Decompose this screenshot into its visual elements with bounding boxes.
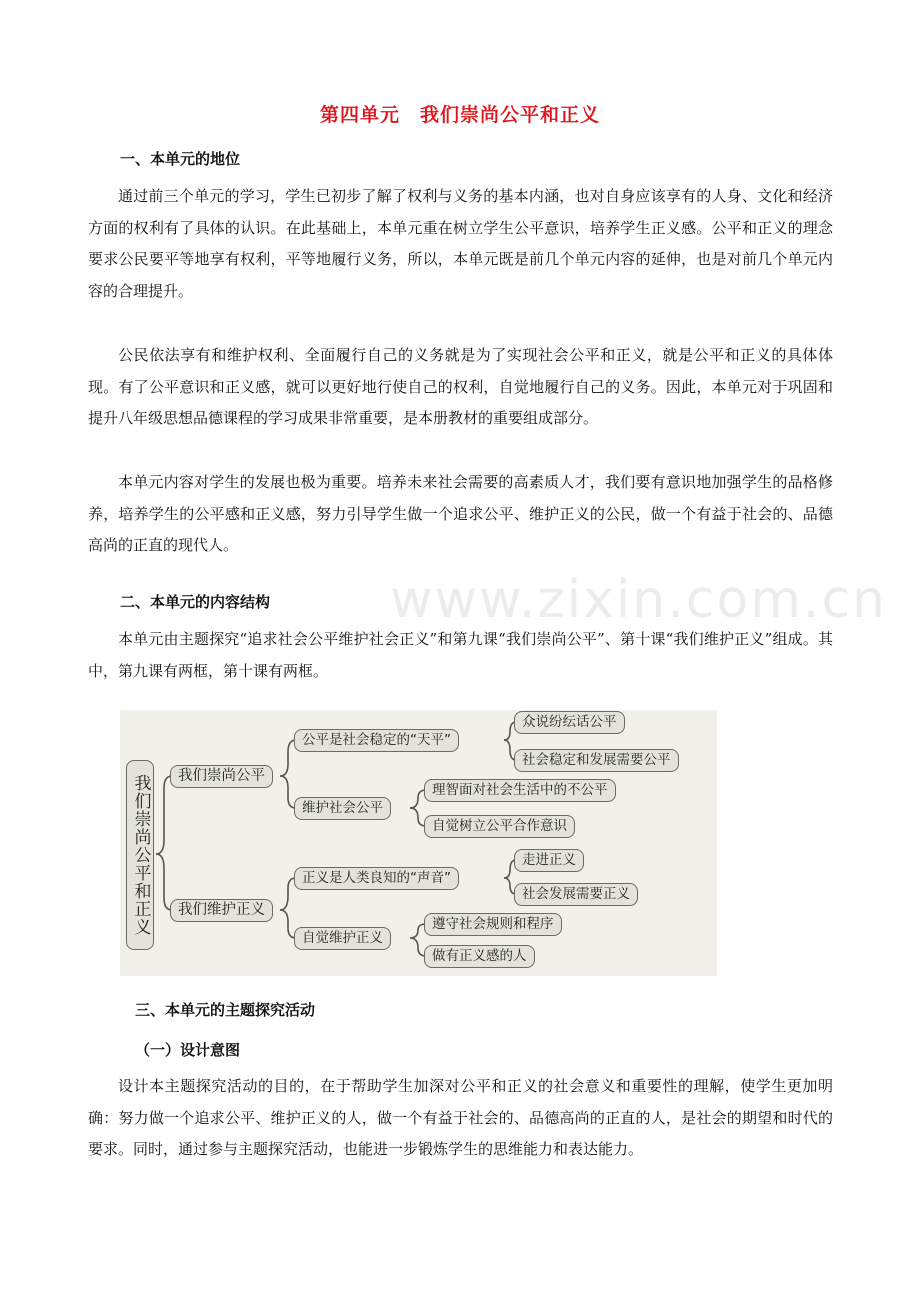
page-title: 第四单元 我们崇尚公平和正义	[319, 104, 600, 126]
diagram-lesson-10-frame-1-item-2: 社会发展需要正义	[514, 883, 638, 906]
diagram-lesson-10-frame-2-item-1: 遵守社会规则和程序	[424, 913, 562, 936]
diagram-lesson-9-frame-1-node: 公平是社会稳定的“天平”	[294, 729, 459, 752]
section-3-heading: 三、本单元的主题探究活动	[135, 1001, 316, 1019]
section-2-paragraph: 本单元由主题探究“追求社会公平维护社会正义”和第九课“我们崇尚公平”、第十课“我们维护正义”组成。其中，第九课有两框，第十课有两框。	[88, 630, 833, 680]
diagram-lesson-10-frame-2-node: 自觉维护正义	[294, 927, 391, 950]
diagram-root-node: 我们崇尚公平和正义	[126, 760, 154, 950]
section-3-paragraph: 设计本主题探究活动的目的，在于帮助学生加深对公平和正义的社会意义和重要性的理解，使学生更加明确：努力做一个追求公平、维护正义的人，做一个有益于社会的、品德高尚的正直的人，是社会的期望和时代的要求。同时，通过参与主题探究活动，也能进一步锻炼学生的思维能力和表达能力。	[88, 1077, 833, 1158]
diagram-lesson-9-frame-2-item-2: 自觉树立公平合作意识	[424, 815, 575, 838]
diagram-lesson-10-frame-2-item-2: 做有正义感的人	[424, 945, 535, 968]
diagram-lesson-9-frame-1-item-2: 社会稳定和发展需要公平	[514, 749, 679, 772]
diagram-lesson-9-frame-1-item-1: 众说纷纭话公平	[514, 711, 625, 734]
section-2-heading: 二、本单元的内容结构	[120, 593, 271, 611]
diagram-lesson-9-frame-2-item-1: 理智面对社会生活中的不公平	[424, 779, 616, 802]
section-1-paragraph-1: 通过前三个单元的学习，学生已初步了解了权利与义务的基本内涵，也对自身应该享有的人身、文化和经济方面的权利有了具体的认识。在此基础上，本单元重在树立学生公平意识，培养学生正义感。公平和正义的理念要求公民要平等地享有权利，平等地履行义务，所以，本单元既是前几个单元内容的延伸，也是对前几个单元内容的合理提升。	[88, 187, 833, 300]
diagram-lesson-10-frame-1-node: 正义是人类良知的“声音”	[294, 867, 459, 890]
diagram-lesson-9-frame-2-node: 维护社会公平	[294, 797, 391, 820]
content-structure-diagram	[120, 710, 717, 976]
section-1-heading: 一、本单元的地位	[120, 150, 241, 168]
diagram-lesson-9-node: 我们崇尚公平	[170, 765, 273, 788]
diagram-lesson-10-node: 我们维护正义	[170, 899, 273, 922]
section-1-paragraph-2: 公民依法享有和维护权利、全面履行自己的义务就是为了实现社会公平和正义，就是公平和正义的具体体现。有了公平意识和正义感，就可以更好地行使自己的权利，自觉地履行自己的义务。因此，本单元对于巩固和提升八年级思想品德课程的学习成果非常重要，是本册教材的重要组成部分。	[88, 346, 833, 427]
diagram-lesson-10-frame-1-item-1: 走进正义	[514, 849, 584, 872]
section-1-paragraph-3: 本单元内容对学生的发展也极为重要。培养未来社会需要的高素质人才，我们要有意识地加强学生的品格修养，培养学生的公平感和正义感，努力引导学生做一个追求公平、维护正义的公民，做一个有益于社会的、品德高尚的正直的现代人。	[88, 473, 833, 554]
section-3-subheading: （一）设计意图	[135, 1041, 241, 1059]
watermark: www.zixin.com.cn	[390, 570, 887, 630]
